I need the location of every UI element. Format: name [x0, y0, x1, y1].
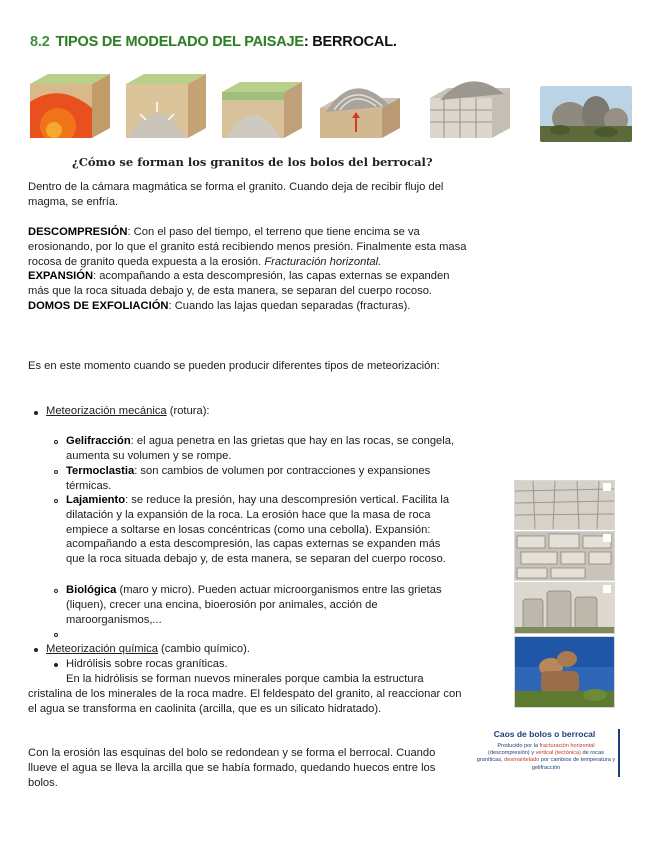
- title-rest: : BERROCAL.: [303, 34, 397, 50]
- meteorization-intro: Es en este momento cuando se pueden producir diferentes tipos de meteorización:: [28, 360, 440, 372]
- mecanica-heading: [46, 404, 476, 419]
- caption-bar: [618, 729, 620, 777]
- mecanica-suffix: (rotura):: [166, 405, 210, 417]
- caption-title: Caos de bolos o berrocal: [493, 729, 596, 739]
- rock-photo-c: [514, 582, 615, 634]
- cooled-granite-block: [126, 72, 208, 138]
- biologica-text: (maro y micro). Pueden actuar microorganismos entre las grietas (liquen), crecer una encina, bioerosión por animales, acción de maroorganismos,...: [66, 584, 442, 626]
- berrocal-bolos-photo: [514, 636, 615, 708]
- title-highlight: TIPOS DE MODELADO DEL PAISAJE: [55, 34, 304, 50]
- quimica-suffix: (cambio químico).: [157, 643, 250, 655]
- lajamiento-term: Lajamiento: [66, 494, 126, 506]
- quimica-label: Meteorización química: [46, 643, 158, 655]
- list-item-termoclastia: [66, 464, 466, 494]
- sub-bullet: [54, 440, 58, 444]
- intro-paragraph: Dentro de la cámara magmática se forma el granito. Cuando deja de recibir flujo del magma, se enfría.: [28, 181, 444, 208]
- list-item-gelifraccion: [66, 434, 466, 464]
- rock-photo-b: [514, 531, 615, 581]
- bullet-dot: [34, 411, 38, 415]
- gelifraccion-term: Gelifracción: [66, 435, 131, 447]
- domos-text: : Cuando las lajas quedan separadas (fracturas).: [168, 299, 411, 312]
- descompresion-term: DESCOMPRESIÓN: [28, 226, 128, 238]
- list-item-biologica: [66, 583, 466, 627]
- expansion-term: EXPANSIÓN: [28, 270, 94, 283]
- hidrolisis-item: Hidrólisis sobre rocas graníticas.: [66, 658, 228, 670]
- exposed-dome-block: [320, 72, 402, 138]
- caption-part: por cambios de temperatura y gelifracción: [531, 757, 616, 771]
- bullet-dot: [34, 648, 38, 652]
- expansion-text: : acompañando a esta descompresión, las capas externas se expanden más que la roca situada debajo y, de esta manera, se separan del cuerpo rocoso.: [28, 270, 450, 298]
- page-title: [30, 34, 397, 50]
- conclusion-paragraph: Con la erosión las esquinas del bolo se redondean y se forma el berrocal. Cuando llueve el agua se lleva la arcilla que se había formado, quedando huecos entre los bolos.: [28, 747, 436, 789]
- caption-part: de rocas graníticas,: [476, 750, 604, 764]
- empty-sub-bullet: [54, 633, 58, 637]
- hidrolisis-text: En la hidrólisis se forman nuevos minerales porque cambia la estructura cristalina de los minerales de la roca madre. El feldespato del granito, al reaccionar con el agua se transforma en caolinita (arcilla, que es un silicato hidratado).: [28, 673, 462, 715]
- eroding-block: [222, 72, 304, 138]
- quimica-heading: [46, 642, 476, 657]
- fractured-granite-block: [430, 72, 512, 138]
- caption-red-part: fracturación horizontal: [539, 743, 595, 749]
- sub-bullet: [54, 499, 58, 503]
- termoclastia-text: : son cambios de volumen por contracciones y expansiones térmicas.: [66, 465, 431, 492]
- magma-chamber-block: [30, 72, 112, 138]
- biologica-term: Biológica: [66, 584, 117, 596]
- formation-diagram-strip: [28, 66, 628, 142]
- caption-part: (descompresión) y: [488, 750, 536, 757]
- termoclastia-term: Termoclastia: [66, 465, 135, 477]
- domos-term: DOMOS DE EXFOLIACIÓN: [28, 299, 169, 312]
- process-paragraph: [28, 225, 473, 314]
- caption-text: [476, 743, 616, 772]
- section-number: 8.2: [30, 34, 50, 50]
- sub-bullet: [54, 589, 58, 593]
- descompresion-italic: Fracturación horizontal.: [264, 255, 382, 268]
- gelifraccion-text: : el agua penetra en las grietas que hay en las rocas, se congela, aumenta su volumen y se rompe.: [66, 435, 455, 462]
- mecanica-label: Meteorización mecánica: [46, 405, 167, 417]
- sub-bullet: [54, 470, 58, 474]
- caption-red-part: desmantelado: [504, 757, 540, 764]
- caption-red-part: vertical (tectónica): [535, 750, 581, 757]
- berrocal-caption: [472, 725, 622, 783]
- caption-part: Producido por la: [497, 743, 540, 749]
- list-item-lajamiento: [66, 493, 462, 567]
- rock-photo-a: [514, 480, 615, 530]
- sub-bullet: [54, 663, 58, 667]
- section-question: ¿Cómo se forman los granitos de los bolos del berrocal?: [72, 155, 433, 169]
- lajamiento-text: : se reduce la presión, hay una descompresión vertical. Facilita la dilatación y la expansión de la roca. La erosión hace que la masa de roca empiece a soltarse en losas concéntricas (como una cebolla). Expansión: acompañando a esta descompresión, las capas externas se expanden más que la roca situada debajo y, de esta manera, se separan del cuerpo rocoso.: [66, 494, 450, 566]
- berrocal-landscape-photo: [540, 86, 632, 142]
- descompresion-text: : Con el paso del tiempo, el terreno que tiene encima se va erosionando, por lo que el granito está recibiendo menos presión. Finalmente esta masa rocosa de granito queda expuesta a la erosión.: [28, 226, 467, 268]
